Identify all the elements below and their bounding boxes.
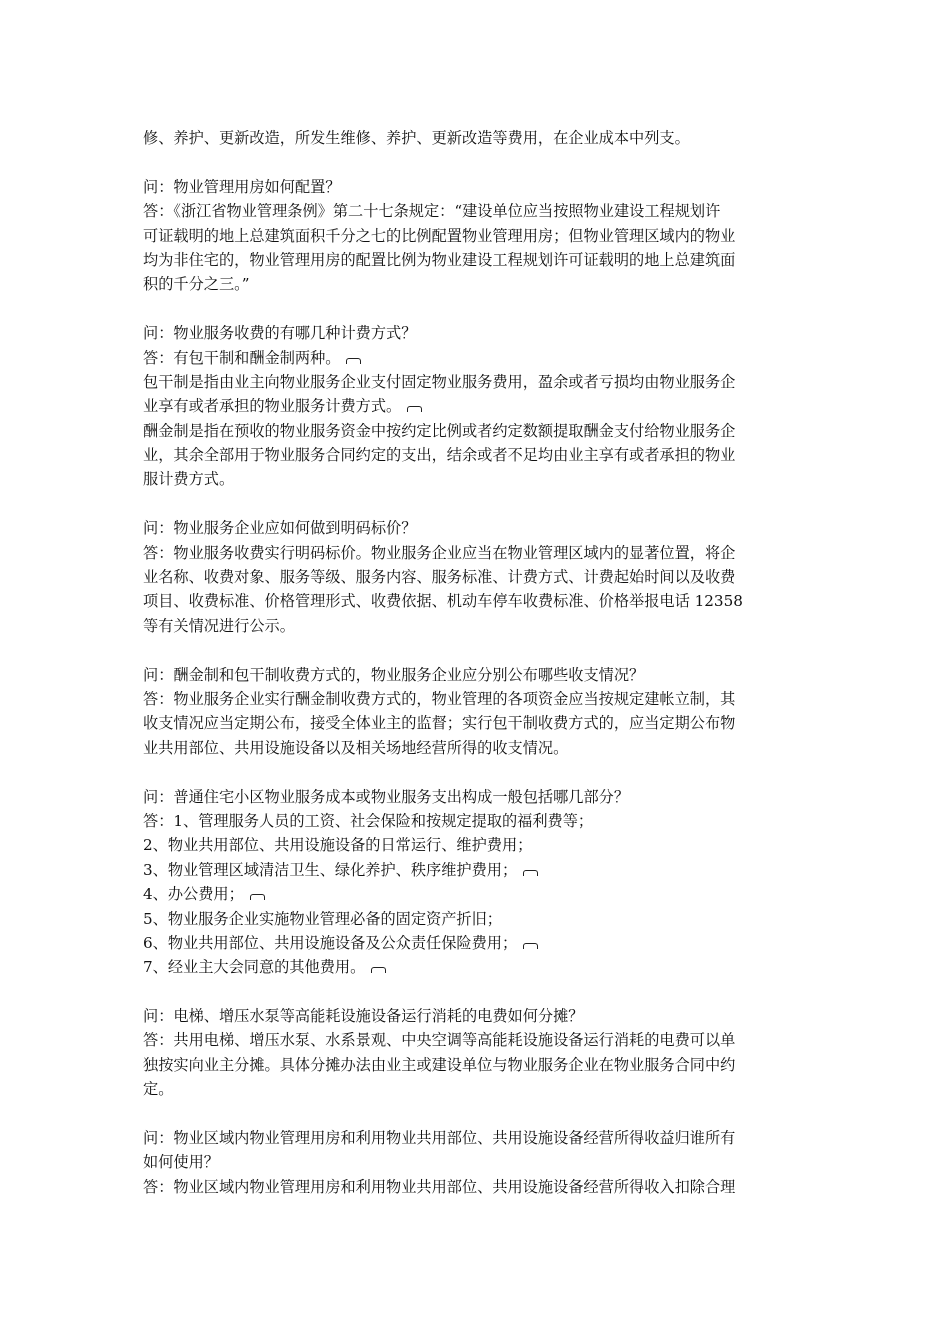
qa-price-marking: [143, 516, 813, 638]
line-text: 问：物业管理用房如何配置？: [143, 177, 341, 196]
line-text: 7、经业主大会同意的其他费用。: [143, 958, 366, 977]
text-line: [143, 931, 813, 955]
line-text: 业享有或者承担的物业服务计费方式。: [143, 397, 402, 416]
line-text: 问：物业区域内物业管理用房和利用物业共用部位、共用设施设备经营所得收益归谁所有: [143, 1129, 736, 1148]
text-line: [143, 224, 813, 248]
text-line: [143, 1053, 813, 1077]
qa-billing-methods: [143, 321, 813, 492]
text-line: [143, 736, 813, 760]
text-line: [143, 346, 813, 370]
text-line: [143, 321, 813, 345]
line-text: 包干制是指由业主向物业服务企业支付固定物业服务费用，盈余或者亏损均由物业服务企: [143, 372, 736, 391]
line-text: 4、办公费用；: [143, 885, 244, 904]
text-line: [143, 541, 813, 565]
line-text: 2、物业共用部位、共用设施设备的日常运行、维护费用；: [143, 836, 533, 855]
line-text: 答：共用电梯、增压水泵、水系景观、中央空调等高能耗设施设备运行消耗的电费可以单: [143, 1031, 736, 1050]
paragraph-gap: [143, 980, 813, 1004]
line-text: 收支情况应当定期公布，接受全体业主的监督；实行包干制收费方式的，应当定期公布物: [143, 714, 736, 733]
text-line: [143, 711, 813, 735]
text-line: [143, 1126, 813, 1150]
text-line: [143, 1150, 813, 1174]
line-text: 问：电梯、增压水泵等高能耗设施设备运行消耗的电费如何分摊？: [143, 1007, 584, 1026]
text-line: [143, 1004, 813, 1028]
paragraph-gap: [143, 1102, 813, 1126]
line-text: 6、物业共用部位、共用设施设备及公众责任保险费用；: [143, 933, 518, 952]
text-line: [143, 272, 813, 296]
line-text: 业共用部位、共用设施设备以及相关场地经营所得的收支情况。: [143, 738, 569, 757]
paragraph-gap: [143, 297, 813, 321]
text-line: [143, 370, 813, 394]
text-line: [143, 614, 813, 638]
text-line: [143, 394, 813, 418]
line-text: 业名称、收费对象、服务等级、服务内容、服务标准、计费方式、计费起始时间以及收费: [143, 568, 736, 587]
line-text: 5、物业服务企业实施物业管理必备的固定资产折旧；: [143, 909, 502, 928]
intro-continuation: [143, 126, 813, 150]
line-text: 答：《浙江省物业管理条例》第二十七条规定：“建设单位应当按照物业建设工程规划许: [143, 202, 721, 221]
text-line: [143, 199, 813, 223]
line-text: 问：物业服务企业应如何做到明码标价？: [143, 519, 417, 538]
paragraph-gap: [143, 150, 813, 174]
line-text: 酬金制是指在预收的物业服务资金中按约定比例或者约定数额提取酬金支付给物业服务企: [143, 421, 736, 440]
text-line: [143, 467, 813, 491]
line-text: 答：物业区域内物业管理用房和利用物业共用部位、共用设施设备经营所得收入扣除合理: [143, 1177, 736, 1196]
text-line: [143, 663, 813, 687]
line-text: 3、物业管理区域清洁卫生、绿化养护、秩序维护费用；: [143, 860, 518, 879]
line-text: 修、养护、更新改造，所发生维修、养护、更新改造等费用，在企业成本中列支。: [143, 129, 690, 147]
text-line: [143, 907, 813, 931]
text-line: [143, 443, 813, 467]
line-text: 项目、收费标准、价格管理形式、收费依据、机动车停车收费标准、价格举报电话 12358: [143, 592, 743, 611]
qa-cost-components: [143, 785, 813, 980]
line-break-mark-icon: [346, 358, 361, 364]
text-line: [143, 833, 813, 857]
qa-management-housing: [143, 175, 813, 297]
text-line: [143, 882, 813, 906]
paragraph-gap: [143, 638, 813, 662]
qa-operating-income: [143, 1126, 813, 1199]
text-line: [143, 1175, 813, 1199]
text-line: [143, 955, 813, 979]
text-line: [143, 1077, 813, 1101]
line-text: 积的千分之三。”: [143, 275, 250, 294]
text-line: [143, 419, 813, 443]
text-line: [143, 1028, 813, 1052]
line-text: 问：普通住宅小区物业服务成本或物业服务支出构成一般包括哪几部分？: [143, 787, 629, 806]
line-text: 业，其余全部用于物业服务合同约定的支出，结余或者不足均由业主享有或者承担的物业: [143, 446, 736, 465]
text-line: [143, 858, 813, 882]
paragraph-gap: [143, 492, 813, 516]
text-line: [143, 516, 813, 540]
line-text: 均为非住宅的，物业管理用房的配置比例为物业建设工程规划许可证载明的地上总建筑面: [143, 250, 736, 269]
line-text: 等有关情况进行公示。: [143, 616, 295, 635]
line-text: 独按实向业主分摊。具体分摊办法由业主或建设单位与物业服务企业在物业服务合同中约: [143, 1055, 736, 1074]
text-line: [143, 248, 813, 272]
line-text: 答：1、管理服务人员的工资、社会保险和按规定提取的福利费等；: [143, 811, 594, 830]
document-body: [143, 126, 813, 1199]
line-text: 如何使用？: [143, 1153, 219, 1172]
text-line: [143, 126, 813, 150]
line-text: 问：酬金制和包干制收费方式的，物业服务企业应分别公布哪些收支情况？: [143, 665, 645, 684]
line-text: 答：物业服务收费实行明码标价。物业服务企业应当在物业管理区域内的显著位置，将企: [143, 543, 736, 562]
line-break-mark-icon: [407, 406, 422, 412]
line-text: 问：物业服务收费的有哪几种计费方式？: [143, 324, 417, 343]
line-break-mark-icon: [371, 967, 386, 973]
qa-electricity-sharing: [143, 1004, 813, 1102]
text-line: [143, 565, 813, 589]
line-break-mark-icon: [250, 894, 265, 900]
text-line: [143, 809, 813, 833]
line-text: 答：物业服务企业实行酬金制收费方式的，物业管理的各项资金应当按规定建帐立制，其: [143, 689, 736, 708]
line-text: 可证载明的地上总建筑面积千分之七的比例配置物业管理用房；但物业管理区域内的物业: [143, 226, 736, 245]
paragraph-gap: [143, 760, 813, 784]
text-line: [143, 687, 813, 711]
line-text: 定。: [143, 1080, 174, 1099]
text-line: [143, 175, 813, 199]
line-break-mark-icon: [523, 943, 538, 949]
qa-income-expenditure-disclosure: [143, 663, 813, 761]
line-text: 答：有包干制和酬金制两种。: [143, 348, 341, 367]
text-line: [143, 785, 813, 809]
line-text: 服计费方式。: [143, 470, 235, 489]
line-break-mark-icon: [523, 870, 538, 876]
text-line: [143, 589, 813, 613]
